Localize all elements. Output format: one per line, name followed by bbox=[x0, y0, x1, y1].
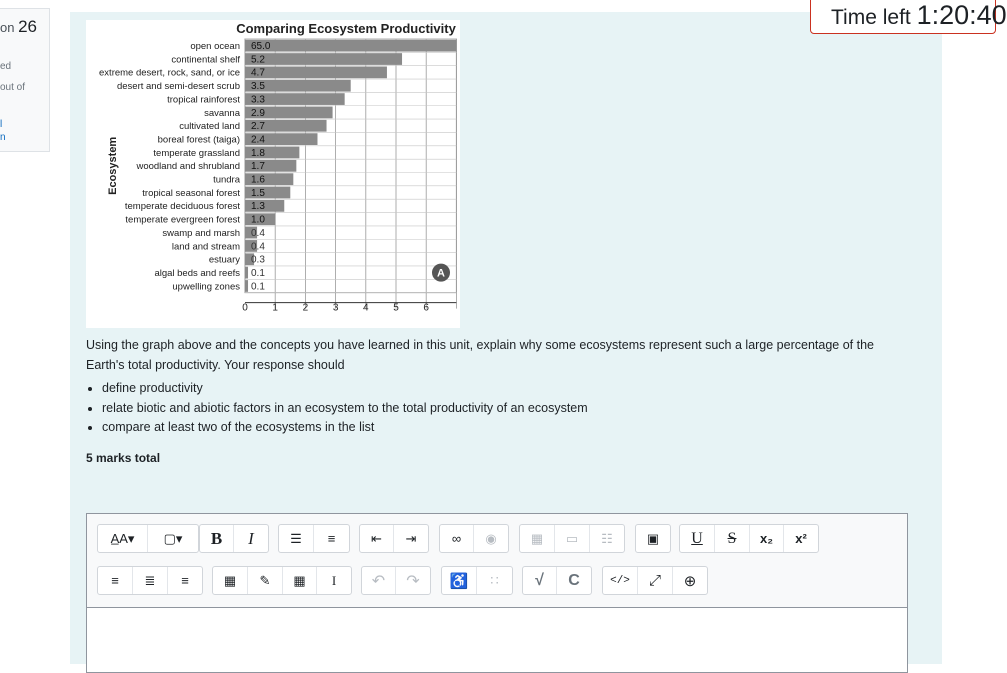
html-button[interactable]: </> bbox=[603, 567, 638, 594]
subscript-button[interactable]: x₂ bbox=[750, 525, 784, 552]
timer bbox=[810, 0, 1007, 34]
requirement-item: • define productivity bbox=[102, 379, 906, 399]
page-break-button[interactable]: ☷ bbox=[601, 530, 613, 546]
marker-label: A bbox=[437, 267, 445, 280]
category-label: desert and semi-desert scrub bbox=[116, 81, 240, 93]
category-label: woodland and shrubland bbox=[136, 161, 240, 173]
question-status: ed bbox=[0, 61, 12, 72]
value-label: 5.2 bbox=[251, 54, 265, 66]
equation-button[interactable]: √ bbox=[523, 567, 557, 594]
category-label: tropical seasonal forest bbox=[142, 187, 240, 199]
table-button[interactable]: ▦ bbox=[283, 567, 317, 594]
link-button[interactable]: ∞ bbox=[440, 525, 474, 552]
edit-button[interactable]: ✎ bbox=[248, 567, 283, 594]
flag-question-link[interactable]: l bbox=[0, 119, 3, 130]
bold-button[interactable]: B bbox=[200, 525, 234, 552]
category-label: temperate deciduous forest bbox=[124, 201, 240, 213]
timer-label: Time left bbox=[831, 6, 911, 29]
question-text bbox=[86, 336, 906, 438]
bar bbox=[245, 67, 387, 79]
category-label: algal beds and reefs bbox=[154, 267, 240, 279]
category-label: swamp and marsh bbox=[162, 227, 240, 239]
text-cursor-button[interactable]: I bbox=[331, 572, 337, 588]
editor-toolbar bbox=[87, 514, 907, 608]
category-label: temperate evergreen forest bbox=[125, 214, 240, 226]
zoom-button[interactable]: ⊕ bbox=[683, 572, 697, 590]
redo-button[interactable]: ↷ bbox=[406, 572, 420, 590]
value-label: 1.5 bbox=[251, 187, 265, 199]
category-label: boreal forest (taiga) bbox=[157, 134, 240, 146]
underline-button[interactable]: U bbox=[680, 525, 715, 552]
calculator-button[interactable]: ▦ bbox=[213, 567, 248, 594]
question-number: on 26 bbox=[0, 17, 38, 36]
category-label: continental shelf bbox=[171, 54, 240, 66]
bar bbox=[245, 53, 402, 65]
chemistry-button[interactable]: C bbox=[568, 571, 580, 589]
paragraph-dropdown[interactable]: ▢▾ bbox=[163, 530, 183, 546]
value-label: 3.3 bbox=[251, 94, 265, 106]
value-label: 0.3 bbox=[251, 254, 265, 266]
category-label: estuary bbox=[208, 254, 240, 266]
bar bbox=[245, 280, 248, 292]
accessibility-button[interactable]: ♿ bbox=[442, 567, 477, 594]
category-label: land and stream bbox=[171, 241, 240, 253]
align-right-button[interactable]: ≡ bbox=[181, 573, 189, 588]
superscript-button[interactable]: x² bbox=[795, 531, 807, 546]
category-label: tropical rainforest bbox=[167, 94, 240, 106]
category-label: temperate grassland bbox=[153, 147, 240, 159]
align-left-button[interactable]: ≡ bbox=[98, 567, 133, 594]
requirement-item: • relate biotic and abiotic factors in an ecosystem to the total productivity of an ecosystem bbox=[102, 399, 906, 419]
unlink-button[interactable]: ◉ bbox=[485, 530, 497, 546]
question-prompt: Using the graph above and the concepts you have learned in this unit, explain why some ecosystems represent such a large percentage of the Earth's total productivity. Your response should bbox=[86, 338, 874, 372]
value-label: 2.9 bbox=[251, 107, 265, 119]
value-label: 1.7 bbox=[251, 161, 265, 173]
answer-editor bbox=[86, 513, 908, 673]
strikethrough-button[interactable]: S bbox=[715, 525, 750, 552]
category-label: upwelling zones bbox=[172, 281, 240, 293]
flag-question-link-2[interactable]: n bbox=[0, 132, 6, 143]
value-label: 1.0 bbox=[251, 214, 265, 226]
requirements-list bbox=[86, 379, 906, 438]
x-tick-label: 3 bbox=[332, 302, 339, 314]
requirement-item: • compare at least two of the ecosystems in the list bbox=[102, 418, 906, 438]
category-label: open ocean bbox=[190, 41, 240, 52]
indent-button[interactable]: ⇥ bbox=[405, 530, 417, 546]
category-label: tundra bbox=[213, 174, 240, 186]
value-label: 2.7 bbox=[251, 121, 265, 133]
manage-files-button[interactable]: ▭ bbox=[555, 525, 590, 552]
answer-textarea[interactable] bbox=[87, 608, 907, 672]
font-style-dropdown[interactable]: A̲A▾ bbox=[98, 525, 148, 552]
braille-button[interactable]: ∷ bbox=[490, 572, 499, 588]
x-tick-label: 6 bbox=[423, 302, 429, 314]
value-label: 0.4 bbox=[251, 241, 265, 253]
unordered-list-button[interactable]: ☰ bbox=[279, 525, 314, 552]
category-label: savanna bbox=[204, 107, 240, 119]
media-button[interactable]: ▦ bbox=[520, 525, 555, 552]
category-label: cultivated land bbox=[179, 121, 240, 133]
value-label: 1.8 bbox=[251, 147, 265, 159]
value-label: 1.3 bbox=[251, 201, 265, 213]
value-label: 1.6 bbox=[251, 174, 265, 186]
value-label: 4.7 bbox=[251, 67, 265, 79]
timer-value: 1:20:40 bbox=[916, 0, 1007, 30]
x-tick-label: 2 bbox=[302, 302, 309, 314]
value-label: 0.1 bbox=[251, 281, 265, 293]
value-label: 3.5 bbox=[251, 81, 265, 93]
bar bbox=[245, 40, 456, 52]
productivity-chart bbox=[86, 20, 460, 328]
chart-title: Comparing Ecosystem Productivity bbox=[236, 21, 456, 36]
x-tick-label: 5 bbox=[393, 302, 399, 314]
align-center-button[interactable]: ≣ bbox=[133, 567, 168, 594]
image-button[interactable]: ▣ bbox=[646, 530, 660, 546]
x-tick-label: 1 bbox=[272, 302, 278, 314]
ordered-list-button[interactable]: ≡ bbox=[327, 531, 336, 546]
value-label: 2.4 bbox=[251, 134, 265, 146]
undo-button[interactable]: ↶ bbox=[362, 567, 396, 594]
bar bbox=[245, 267, 248, 279]
italic-button[interactable]: I bbox=[248, 528, 254, 548]
category-label: extreme desert, rock, sand, or ice bbox=[99, 67, 240, 79]
y-axis-label: Ecosystem bbox=[107, 136, 119, 195]
fullscreen-button[interactable]: ⤢ bbox=[638, 567, 673, 594]
outdent-button[interactable]: ⇤ bbox=[360, 525, 394, 552]
value-label: 0.1 bbox=[251, 267, 265, 279]
question-marks: out of bbox=[0, 82, 26, 93]
value-label: 65.0 bbox=[251, 41, 271, 52]
x-tick-label: 4 bbox=[363, 302, 369, 314]
x-tick-label: 0 bbox=[242, 302, 248, 314]
chart-svg bbox=[86, 20, 460, 328]
value-label: 0.4 bbox=[251, 227, 265, 239]
question-info-panel bbox=[0, 8, 50, 152]
marks-total: 5 marks total bbox=[86, 451, 161, 465]
